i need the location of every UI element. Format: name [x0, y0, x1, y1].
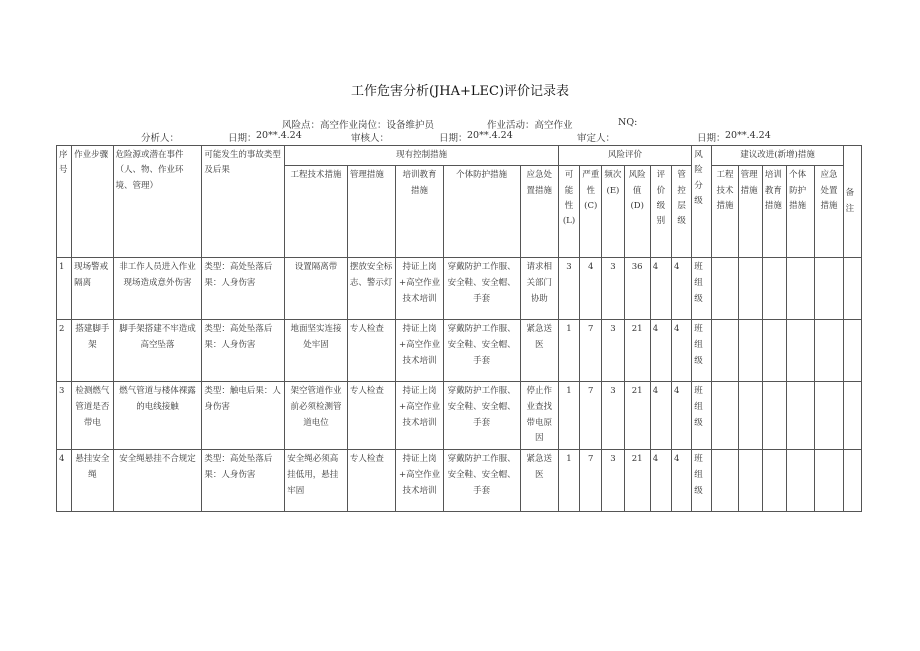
header-current-controls: 现有控制措施 — [285, 146, 559, 166]
cell-empty — [843, 258, 861, 320]
header-ppe: 个体防护措施 — [443, 166, 520, 258]
cell-seq: 2 — [57, 320, 72, 382]
cell-eng: 安全绳必须高挂低用，悬挂牢固 — [285, 450, 348, 512]
cell-seq: 1 — [57, 258, 72, 320]
cell-hazard: 脚手架搭建不牢造成高空坠落 — [113, 320, 202, 382]
header-suggest: 建议改进(新增)措施 — [712, 146, 843, 166]
record-number: NQ: — [618, 117, 638, 128]
cell-empty — [787, 320, 815, 382]
cell-eng: 地面坚实连接处牢固 — [285, 320, 348, 382]
cell-L: 1 — [558, 382, 579, 450]
approver-label: 审定人： — [577, 133, 616, 144]
cell-empty — [815, 320, 843, 382]
header-level: 评价级别 — [650, 166, 671, 258]
cell-ppe: 穿戴防护工作服、安全鞋、安全帽、手套 — [443, 382, 520, 450]
cell-D: 21 — [624, 450, 650, 512]
header-s-mgmt: 管理措施 — [738, 166, 762, 258]
cell-empty — [843, 450, 861, 512]
cell-emergency: 紧急送医 — [520, 320, 558, 382]
analysis-date: 20**.4.24 — [256, 130, 302, 141]
table-row — [57, 450, 862, 512]
header-E: 频次(E) — [602, 166, 624, 258]
cell-hazard: 非工作人员进入作业现场造成意外伤害 — [113, 258, 202, 320]
table-row — [57, 320, 862, 382]
cell-empty — [762, 382, 786, 450]
header-eng: 工程技术措施 — [285, 166, 348, 258]
cell-level: 4 — [650, 450, 671, 512]
cell-ppe: 穿戴防护工作服、安全鞋、安全帽、手套 — [443, 258, 520, 320]
cell-D: 21 — [624, 382, 650, 450]
header-emergency: 应急处置措施 — [520, 166, 558, 258]
cell-mgmt: 摆放安全标志、警示灯 — [347, 258, 395, 320]
cell-level: 4 — [650, 320, 671, 382]
cell-emergency: 请求相关部门协助 — [520, 258, 558, 320]
cell-E: 3 — [602, 450, 624, 512]
cell-empty — [738, 320, 762, 382]
cell-C: 7 — [580, 450, 602, 512]
cell-control: 班组级 — [692, 450, 712, 512]
header-s-train: 培训教育措施 — [762, 166, 786, 258]
header-remark: 备注 — [843, 146, 861, 258]
cell-empty — [738, 258, 762, 320]
work-activity: 作业活动：高空作业 — [487, 120, 573, 131]
cell-consequence: 类型：高处坠落后果：人身伤害 — [202, 320, 285, 382]
cell-step: 检测燃气管道是否带电 — [72, 382, 113, 450]
header-control-level: 管控层级 — [672, 166, 692, 258]
cell-level: 4 — [650, 258, 671, 320]
cell-C: 7 — [580, 382, 602, 450]
header-s-emergency: 应急处置措施 — [815, 166, 843, 258]
cell-seq: 3 — [57, 382, 72, 450]
cell-E: 3 — [602, 258, 624, 320]
cell-L: 3 — [558, 258, 579, 320]
cell-consequence: 类型：高处坠落后果：人身伤害 — [202, 450, 285, 512]
cell-eng: 设置隔离带 — [285, 258, 348, 320]
cell-empty — [762, 450, 786, 512]
cell-mgmt: 专人检查 — [347, 382, 395, 450]
cell-grade: 4 — [672, 382, 692, 450]
cell-ppe: 穿戴防护工作服、安全鞋、安全帽、手套 — [443, 320, 520, 382]
header-step: 作业步骤 — [72, 146, 113, 258]
header-seq: 序号 — [57, 146, 72, 258]
header-s-ppe: 个体防护措施 — [787, 166, 815, 258]
cell-L: 1 — [558, 320, 579, 382]
cell-empty — [815, 258, 843, 320]
cell-C: 4 — [580, 258, 602, 320]
cell-empty — [738, 382, 762, 450]
cell-mgmt: 专人检查 — [347, 450, 395, 512]
cell-empty — [787, 382, 815, 450]
approval-date: 20**.4.24 — [725, 130, 771, 141]
review-date-label: 日期： — [439, 133, 468, 144]
cell-step: 现场警戒隔离 — [72, 258, 113, 320]
cell-E: 3 — [602, 320, 624, 382]
jha-table — [56, 145, 862, 512]
header-s-eng: 工程技术措施 — [712, 166, 738, 258]
cell-step: 搭建脚手架 — [72, 320, 113, 382]
header-hazard: 危险源或潜在事件（人、物、作业环境、管理） — [113, 146, 202, 258]
cell-emergency: 停止作业查找带电原因 — [520, 382, 558, 450]
cell-train: 持证上岗+高空作业技术培训 — [396, 450, 443, 512]
cell-empty — [843, 382, 861, 450]
header-D: 风险值(D) — [624, 166, 650, 258]
cell-emergency: 紧急送医 — [520, 450, 558, 512]
cell-E: 3 — [602, 382, 624, 450]
cell-C: 7 — [580, 320, 602, 382]
table-row — [57, 382, 862, 450]
cell-empty — [843, 320, 861, 382]
cell-train: 持证上岗+高空作业技术培训 — [396, 258, 443, 320]
cell-control: 班组级 — [692, 382, 712, 450]
reviewer-label: 审核人： — [351, 133, 390, 144]
cell-eng: 架空管道作业前必须检测管道电位 — [285, 382, 348, 450]
page-title: 工作危害分析(JHA+LEC)评价记录表 — [350, 84, 570, 99]
cell-train: 持证上岗+高空作业技术培训 — [396, 382, 443, 450]
cell-mgmt: 专人检查 — [347, 320, 395, 382]
cell-empty — [762, 320, 786, 382]
cell-consequence: 类型：触电后果：人身伤害 — [202, 382, 285, 450]
cell-consequence: 类型：高处坠落后果：人身伤害 — [202, 258, 285, 320]
header-L: 可能性(L) — [558, 166, 579, 258]
cell-grade: 4 — [672, 450, 692, 512]
cell-seq: 4 — [57, 450, 72, 512]
cell-empty — [712, 320, 738, 382]
cell-empty — [815, 450, 843, 512]
header-consequence: 可能发生的事故类型及后果 — [202, 146, 285, 258]
cell-control: 班组级 — [692, 320, 712, 382]
cell-grade: 4 — [672, 258, 692, 320]
table-row — [57, 258, 862, 320]
cell-empty — [712, 450, 738, 512]
cell-level: 4 — [650, 382, 671, 450]
cell-empty — [712, 382, 738, 450]
cell-step: 悬挂安全绳 — [72, 450, 113, 512]
header-C: 严重性(C) — [580, 166, 602, 258]
cell-hazard: 燃气管道与楼体裸露的电线接触 — [113, 382, 202, 450]
header-mgmt: 管理措施 — [347, 166, 395, 258]
approval-date-label: 日期： — [697, 133, 726, 144]
header-risk-eval: 风险评价 — [558, 146, 691, 166]
cell-empty — [787, 258, 815, 320]
cell-ppe: 穿戴防护工作服、安全鞋、安全帽、手套 — [443, 450, 520, 512]
cell-D: 36 — [624, 258, 650, 320]
cell-empty — [787, 450, 815, 512]
header-train: 培训教育措施 — [396, 166, 443, 258]
analysis-date-label: 日期： — [228, 133, 257, 144]
cell-L: 1 — [558, 450, 579, 512]
cell-grade: 4 — [672, 320, 692, 382]
risk-point: 风险点：高空作业岗位：设备维护员 — [282, 120, 435, 131]
analyst-label: 分析人： — [141, 133, 180, 144]
header-risk-grade: 风险分级 — [692, 146, 712, 258]
cell-empty — [712, 258, 738, 320]
cell-empty — [815, 382, 843, 450]
review-date: 20**.4.24 — [467, 130, 513, 141]
cell-hazard: 安全绳悬挂不合规定 — [113, 450, 202, 512]
cell-train: 持证上岗+高空作业技术培训 — [396, 320, 443, 382]
cell-empty — [738, 450, 762, 512]
cell-D: 21 — [624, 320, 650, 382]
cell-control: 班组级 — [692, 258, 712, 320]
cell-empty — [762, 258, 786, 320]
